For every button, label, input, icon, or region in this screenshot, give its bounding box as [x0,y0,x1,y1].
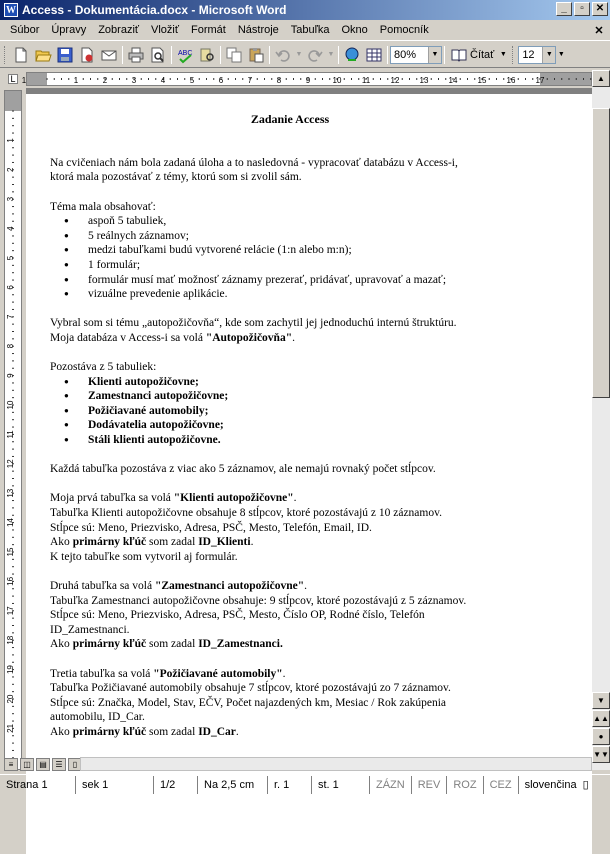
ruler-label: 14 [448,76,458,85]
paragraph: Tabuľka Klienti autopožičovne obsahuje 8 stĺpcov, ktoré pozostávajú z 10 záznamov. [50,507,442,520]
ruler-label: 13 [419,76,429,85]
ruler-margin [5,91,21,111]
menu-help[interactable]: Pomocník [379,24,429,36]
paragraph: Stĺpce sú: Značka, Model, Stav, EČV, Počet najazdených km, Mesiac / Rok zakúpenia [50,696,447,709]
menu-tools[interactable]: Nástroje [237,24,279,36]
toolbar-separator [444,46,445,64]
font-size-value: 12 [522,48,535,61]
word-app-icon[interactable]: W [6,4,16,16]
menu-bar [0,20,610,41]
paragraph: Téma mala obsahovať: [50,200,156,213]
list-item: ● Stáli klienti autopožičovne. [50,433,530,448]
standard-toolbar [0,42,610,68]
ruler-label: 6 [6,285,15,290]
document-body[interactable] [50,102,530,740]
text-run: . [282,667,286,680]
menu-insert[interactable]: Vložiť [151,24,179,36]
text-run: primárny kľúč [72,638,147,651]
ruler-label: 20 [6,694,15,704]
reading-layout-icon[interactable]: ▯ [68,758,82,771]
paste-icon[interactable] [245,44,267,66]
document-title: Zadanie Access [250,112,330,126]
ruler-label: 7 [6,314,15,320]
paragraph: Vybral som si tému „autopožičovňa“, kde som zachytil jej jednoduchú internú štruktúru. [50,317,457,330]
toolbar-separator [338,46,339,64]
key-name: ID_Car [198,725,236,738]
paragraph: K tejto tabuľke som vytvoril aj formulár. [50,550,238,563]
horizontal-ruler-scale [21,73,591,85]
status-record-macro[interactable]: ZÁZN [370,776,412,794]
ruler-label: 10 [332,76,342,85]
status-page: Strana 1 [0,776,76,794]
paragraph: ktorá mala pozostávať z témy, ktorú som si zvolil sám. [50,171,302,184]
text-run: Tretia tabuľka sa volá [50,667,154,680]
chevron-down-icon[interactable]: ▼ [428,47,441,63]
list-item: ● 1 formulár; [50,258,530,273]
ruler-label: 3 [6,196,15,202]
paragraph [50,637,530,652]
list-item: ● 5 reálnych záznamov; [50,229,530,244]
ruler-label: 19 [6,665,15,675]
paragraph: Tabuľka Zamestnanci autopožičovne obsahuje: 9 stĺpcov, ktoré pozostávajú z 5 záznamov. [50,594,467,607]
list-item: ● medzi tabuľkami budú vytvorené relácie (1:n alebo m:n); [50,243,530,258]
copy-icon[interactable] [223,44,245,66]
open-folder-icon[interactable] [32,44,54,66]
vertical-ruler[interactable] [4,90,22,770]
title-bar [0,0,610,20]
toolbar-separator [269,46,270,64]
previous-page-button[interactable]: ▲▲ [592,710,610,727]
toolbar-grip[interactable] [4,46,7,64]
vertical-scrollbar[interactable] [592,70,610,770]
toolbar-separator [220,46,221,64]
text-run: Ako [50,725,73,738]
toolbar-options-icon[interactable]: ▼ [499,51,507,58]
font-size-combo[interactable] [518,46,556,64]
table-name: "Klienti autopožičovne" [173,492,294,505]
paragraph [50,491,530,506]
paragraph: Tabuľka Požičiavané automobily obsahuje 7 stĺpcov, ktoré pozostávajú zo 7 záznamov. [50,682,451,695]
print-icon[interactable] [125,44,147,66]
ruler-label: 8 [276,76,282,85]
web-layout-icon[interactable]: ◫ [20,758,34,771]
menu-view[interactable]: Zobraziť [98,24,140,36]
requirements-list [50,214,530,302]
ruler-label: 7 [247,76,253,85]
ruler-label: 5 [6,255,15,261]
ruler-label: 18 [6,635,15,645]
list-item: ● Klienti autopožičovne; [50,375,530,390]
ruler-label: 11 [6,430,15,439]
text-run: primárny kľúč [72,725,147,738]
ruler-label: 16 [506,76,516,85]
normal-view-icon[interactable]: ≡ [4,758,18,771]
tab-stop-icon: L [8,74,18,84]
ruler-label: 9 [6,373,15,378]
text-run: som zadal [146,725,199,738]
ruler-label: 4 [160,76,166,85]
zoom-combo[interactable] [390,46,442,64]
text-run: Druhá tabuľka sa volá [50,580,155,592]
ruler-label: 1 [21,76,27,85]
paragraph: Na cvičeniach nám bola zadaná úloha a to nasledovná - vypracovať databázu v Access-i, [50,156,458,169]
paragraph [50,725,530,740]
paragraph [50,667,530,682]
chevron-down-icon[interactable]: ▼ [542,47,555,63]
scroll-down-button[interactable]: ▼ [592,692,610,709]
key-name: ID_Klienti [198,536,251,549]
read-mode-label: Čítať [470,48,495,61]
read-mode-button[interactable] [447,47,498,63]
ruler-label: 10 [6,400,15,410]
ruler-label: 6 [218,76,224,85]
undo-icon[interactable] [272,44,294,66]
undo-dropdown-icon[interactable]: ▼ [295,51,303,58]
save-icon[interactable] [54,44,76,66]
paragraph [50,579,530,594]
text-run: . [293,492,297,505]
ruler-label: 17 [6,606,15,616]
ruler-label: 1 [73,76,79,85]
email-icon[interactable] [98,44,120,66]
text-run: Moja databáza v Access-i sa volá [50,331,206,344]
paragraph [50,535,530,550]
ruler-label: 4 [6,226,15,231]
horizontal-ruler[interactable] [21,72,592,86]
list-item: ● Zamestnanci autopožičovne; [50,389,530,404]
status-overtype[interactable]: CEZ [484,776,519,794]
ruler-label: 21 [6,723,15,733]
status-track-changes[interactable]: REV [412,776,448,794]
status-position: Na 2,5 cm [198,776,268,794]
spelling-icon[interactable] [174,44,196,66]
text-run: Ako [50,536,73,549]
print-preview-icon[interactable] [147,44,169,66]
toolbar-separator [171,46,172,64]
window-title: Access - Dokumentácia.docx - Microsoft Word [22,3,287,17]
close-button[interactable]: ✕ [592,2,608,16]
list-item: ● Dodávatelia autopožičovne; [50,418,530,433]
ruler-label: 15 [477,76,487,85]
paragraph: Pozostáva z 5 tabuliek: [50,361,157,374]
text-run: . [235,725,239,738]
list-item: ● vizuálne prevedenie aplikácie. [50,287,530,302]
text-run: som zadal [146,638,199,651]
next-page-button[interactable]: ▼▼ [592,746,610,763]
research-icon[interactable] [196,44,218,66]
paragraph: Stĺpce sú: Meno, Priezvisko, Adresa, PSČ, Mesto, Číslo OP, Rodné číslo, Telefón [50,609,425,622]
text-run: . [292,331,295,344]
menu-edit[interactable]: Úpravy [51,24,87,36]
spelling-status-icon[interactable]: ▯ [582,779,589,791]
ruler-label: 11 [361,76,371,85]
ruler-margin [27,73,47,85]
paragraph: Každá tabuľka pozostáva z viac ako 5 záznamov, ale nemajú rovnaký počet stĺpcov. [50,463,436,476]
document-page[interactable] [26,94,592,854]
text-run: Ako [50,638,73,651]
new-document-icon[interactable] [10,44,32,66]
status-section: sek 1 [76,776,154,794]
paragraph: ID_Zamestnanci. [50,623,130,636]
horizontal-scrollbar[interactable] [80,757,592,771]
vertical-ruler-scale [5,91,21,769]
paragraph: automobilu, ID_Car. [50,711,145,724]
menu-window[interactable]: Okno [341,24,368,36]
ruler-label: 17 [535,76,545,85]
text-run: . [304,580,307,592]
redo-icon[interactable] [304,44,326,66]
list-item: ● aspoň 5 tabuliek, [50,214,530,229]
toolbar-grip[interactable] [512,46,515,64]
toolbar-separator [122,46,123,64]
ruler-label: 12 [390,76,400,85]
table-name: "Zamestnanci autopožičovne" [154,580,305,592]
svg-text:ABC: ABC [178,49,193,57]
select-browse-object-button[interactable]: ● [592,728,610,745]
list-item: ● Požičiavané automobily; [50,404,530,419]
minimize-button[interactable]: _ [556,2,572,16]
text-run: som zadal [146,536,199,549]
status-extend[interactable]: ROZ [447,776,483,794]
menu-table[interactable]: Tabuľka [290,24,330,36]
toolbar-separator [387,46,388,64]
text-run: primárny kľúč [72,536,147,549]
text-run: Moja prvá tabuľka sa volá [50,492,174,505]
scroll-up-button[interactable]: ▲ [592,70,610,87]
maximize-button[interactable]: ▫ [574,2,590,16]
text-run: . [250,536,254,549]
menu-format[interactable]: Formát [190,24,226,36]
status-line: r. 1 [268,776,312,794]
book-icon [451,47,467,63]
tables-list [50,375,530,448]
ruler-label: 1 [6,138,15,143]
ruler-label: 14 [6,518,15,528]
ruler-label: 13 [6,488,15,498]
ruler-label: 2 [102,76,108,85]
hyperlink-icon[interactable] [341,44,363,66]
paragraph [50,331,530,346]
status-pages: 1/2 [154,776,198,794]
ruler-label: 12 [6,459,15,469]
insert-table-icon[interactable] [363,44,385,66]
ruler-label: 5 [189,76,195,85]
key-name: ID_Zamestnanci. [198,638,283,651]
menu-file[interactable]: Súbor [10,24,40,36]
paragraph: Stĺpce sú: Meno, Priezvisko, Adresa, PSČ, Mesto, Telefón, Email, ID. [50,521,372,534]
database-name: "Autopožičovňa" [205,331,293,344]
permission-icon[interactable] [76,44,98,66]
document-close-icon[interactable]: ✕ [594,24,604,37]
ruler-label: 2 [6,167,15,173]
redo-dropdown-icon[interactable]: ▼ [327,51,335,58]
table-name: "Požičiavané automobily" [153,667,283,680]
document-area[interactable] [26,88,592,770]
formatting-options-icon[interactable]: ▼ [557,51,565,58]
ruler-label: 15 [6,547,15,557]
ruler-label: 8 [6,343,16,349]
list-item: ● formulár musí mať možnosť záznamy prezerať, pridávať, upravovať a mazať; [50,273,530,288]
ruler-label: 16 [6,576,15,586]
ruler-label: 3 [131,76,137,85]
status-bar [0,774,610,794]
zoom-value: 80% [394,48,417,61]
print-layout-icon[interactable]: ▤ [36,758,50,771]
scroll-thumb[interactable] [592,108,610,398]
outline-view-icon[interactable]: ☰ [52,758,66,771]
status-column: st. 1 [312,776,370,794]
status-language[interactable]: slovenčina [524,778,577,791]
ruler-label: 9 [305,76,311,85]
